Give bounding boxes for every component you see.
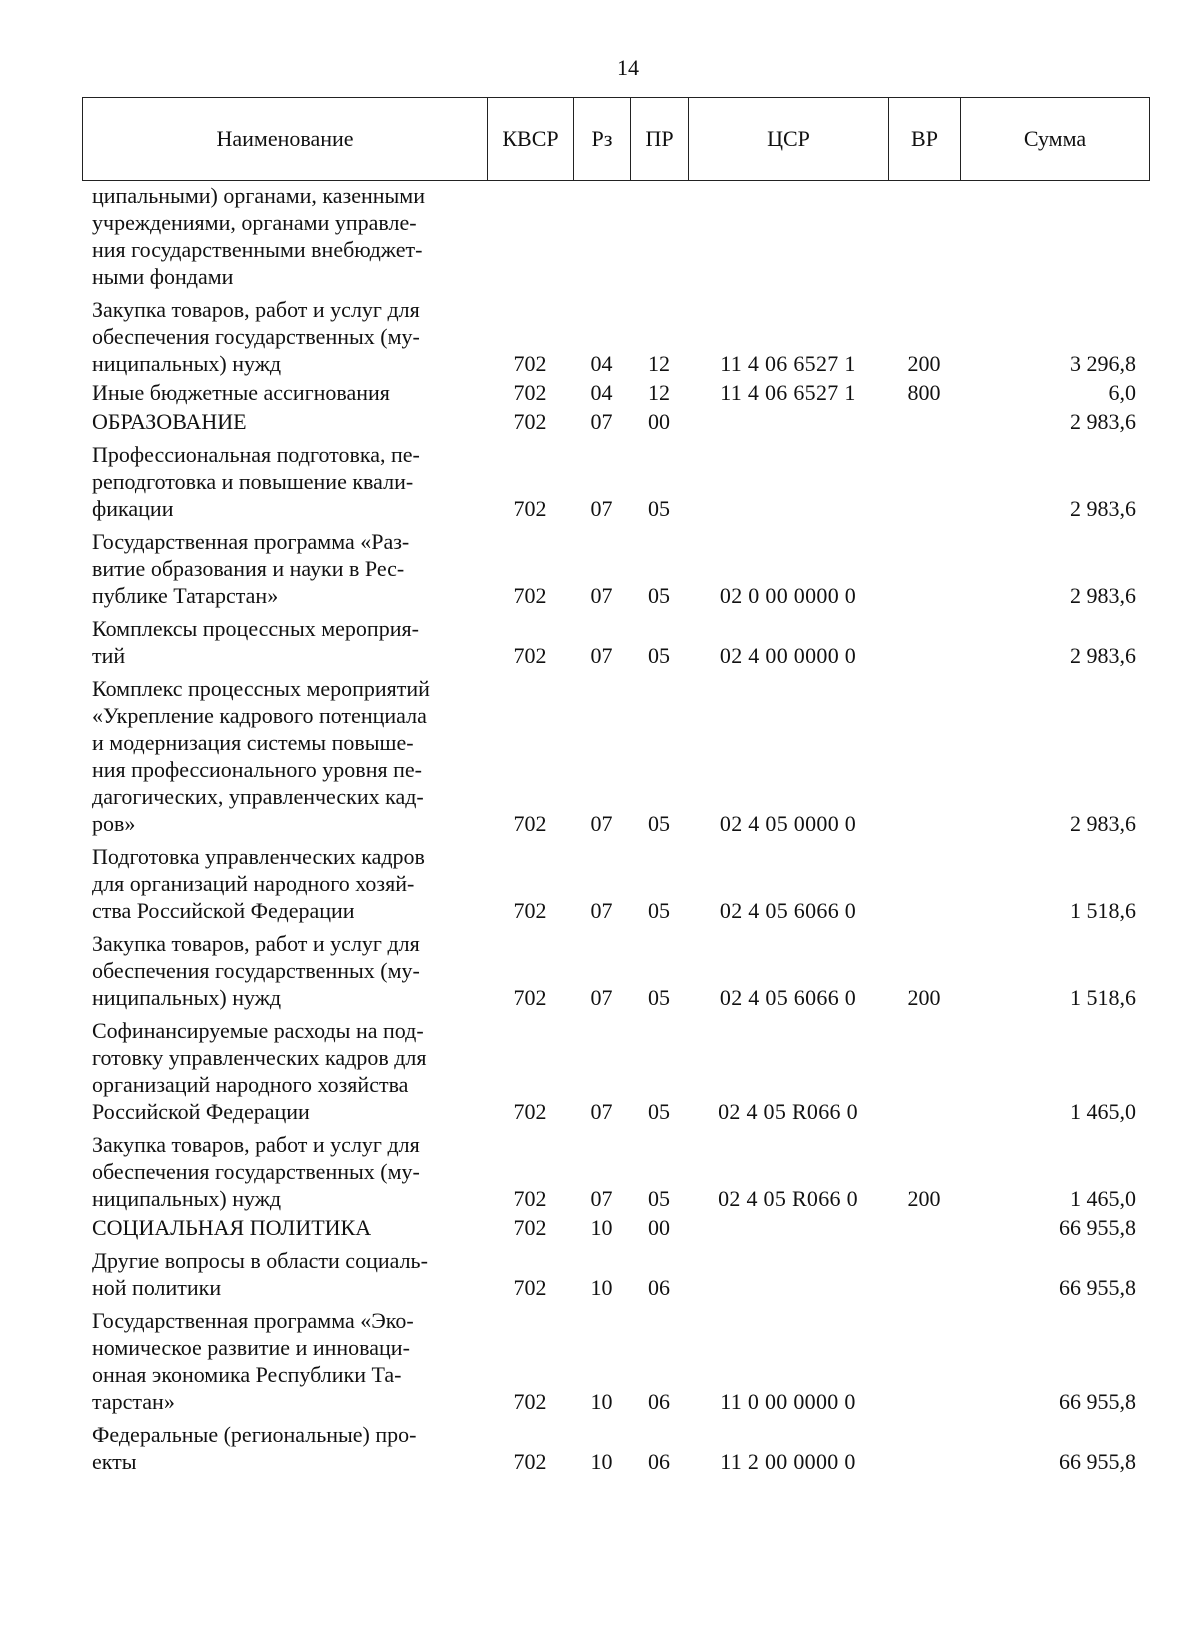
- row-pr: 05: [648, 496, 670, 521]
- row-kvsr: 702: [513, 1186, 547, 1211]
- row-sum: 6,0: [1108, 380, 1136, 405]
- table-row: [82, 528, 1150, 609]
- row-name: Государственная программа «Раз- витие образования и науки в Рес- публике Татарстан»: [92, 529, 410, 608]
- row-sum: 2 983,6: [1070, 496, 1136, 521]
- row-pr: 05: [648, 1186, 670, 1211]
- row-rz: 10: [590, 1215, 613, 1240]
- row-pr: 06: [648, 1389, 670, 1414]
- row-csr: 11 4 06 6527 1: [720, 351, 856, 376]
- table-row: [82, 1421, 1150, 1475]
- row-sum: 2 983,6: [1070, 811, 1136, 836]
- table-row: [82, 441, 1150, 522]
- row-pr: 05: [648, 583, 670, 608]
- table-row: [82, 930, 1150, 1011]
- table-row: [82, 1307, 1150, 1415]
- table-row: [82, 182, 1150, 290]
- row-rz: 07: [590, 643, 613, 668]
- row-vr: 800: [907, 380, 941, 405]
- row-kvsr: 702: [513, 583, 547, 608]
- row-name: Закупка товаров, работ и услуг для обеспечения государственных (му- ниципальных) нужд: [92, 1132, 420, 1211]
- row-rz: 04: [590, 380, 613, 405]
- row-kvsr: 702: [513, 898, 547, 923]
- row-name: Софинансируемые расходы на под- готовку управленческих кадров для организаций народного хозяйства Российской Федерации: [92, 1018, 427, 1124]
- table-row: [82, 296, 1150, 377]
- page-number: 14: [617, 55, 639, 80]
- row-name: Комплекс процессных мероприятий «Укрепление кадрового потенциала и модернизация системы повыше- ния профессионального уровня пе- дагогических, управленческих кад- ров»: [92, 676, 430, 836]
- row-kvsr: 702: [513, 380, 547, 405]
- row-kvsr: 702: [513, 1099, 547, 1124]
- row-sum: 1 465,0: [1070, 1186, 1136, 1211]
- table-row: [82, 1247, 1150, 1301]
- row-csr: 11 2 00 0000 0: [720, 1449, 856, 1474]
- row-kvsr: 702: [513, 643, 547, 668]
- row-sum: 2 983,6: [1070, 643, 1136, 668]
- row-rz: 07: [590, 811, 613, 836]
- row-sum: 66 955,8: [1059, 1215, 1136, 1240]
- row-sum: 3 296,8: [1070, 351, 1136, 376]
- row-pr: 06: [648, 1275, 670, 1300]
- header-name: Наименование: [83, 98, 488, 180]
- row-name: СОЦИАЛЬНАЯ ПОЛИТИКА: [92, 1215, 372, 1240]
- header-vr: ВР: [889, 98, 961, 180]
- row-name: Закупка товаров, работ и услуг для обеспечения государственных (му- ниципальных) нужд: [92, 297, 420, 376]
- table-row: [82, 1214, 1150, 1241]
- row-name: Государственная программа «Эко- номическое развитие и инноваци- онная экономика Республики Та- тарстан»: [92, 1308, 414, 1414]
- row-sum: 2 983,6: [1070, 583, 1136, 608]
- row-kvsr: 702: [513, 1449, 547, 1474]
- row-kvsr: 702: [513, 409, 547, 434]
- row-rz: 07: [590, 496, 613, 521]
- row-name: Профессиональная подготовка, пе- реподготовка и повышение квали- фикации: [92, 442, 420, 521]
- table-header: [82, 97, 1150, 181]
- row-sum: 1 518,6: [1070, 898, 1136, 923]
- header-kvsr: КВСР: [488, 98, 574, 180]
- table-row: [82, 379, 1150, 406]
- row-csr: 11 0 00 0000 0: [720, 1389, 856, 1414]
- row-rz: 07: [590, 898, 613, 923]
- row-pr: 05: [648, 811, 670, 836]
- row-name: Другие вопросы в области социаль- ной политики: [92, 1248, 428, 1300]
- row-csr: 02 4 05 R066 0: [718, 1099, 858, 1124]
- header-csr: ЦСР: [689, 98, 889, 180]
- row-rz: 10: [590, 1389, 613, 1414]
- row-rz: 10: [590, 1275, 613, 1300]
- row-csr: 02 4 05 6066 0: [719, 898, 857, 923]
- row-rz: 07: [590, 583, 613, 608]
- table-row: [82, 1017, 1150, 1125]
- row-pr: 05: [648, 1099, 670, 1124]
- row-csr: 02 4 00 0000 0: [719, 643, 857, 668]
- row-kvsr: 702: [513, 1275, 547, 1300]
- row-rz: 07: [590, 985, 613, 1010]
- row-name: Подготовка управленческих кадров для организаций народного хозяй- ства Российской Федерации: [92, 844, 425, 923]
- table-row: [82, 843, 1150, 924]
- row-name: Федеральные (региональные) про- екты: [92, 1422, 417, 1474]
- row-sum: 66 955,8: [1059, 1389, 1136, 1414]
- table-row: [82, 615, 1150, 669]
- row-kvsr: 702: [513, 351, 547, 376]
- table-body: [82, 182, 1150, 1477]
- row-csr: 11 4 06 6527 1: [720, 380, 856, 405]
- row-pr: 00: [648, 1215, 670, 1240]
- row-pr: 00: [648, 409, 670, 434]
- row-rz: 07: [590, 1099, 613, 1124]
- header-pr: ПР: [631, 98, 689, 180]
- row-csr: 02 0 00 0000 0: [719, 583, 857, 608]
- table-row: [82, 408, 1150, 435]
- row-rz: 04: [590, 351, 613, 376]
- row-pr: 12: [648, 351, 670, 376]
- table-row: [82, 675, 1150, 837]
- header-sum: Сумма: [1023, 126, 1087, 151]
- row-vr: 200: [907, 351, 941, 376]
- row-csr: 02 4 05 R066 0: [718, 1186, 858, 1211]
- row-rz: 07: [590, 1186, 613, 1211]
- table-row: [82, 1131, 1150, 1212]
- row-vr: 200: [907, 985, 941, 1010]
- row-pr: 05: [648, 643, 670, 668]
- row-kvsr: 702: [513, 811, 547, 836]
- row-kvsr: 702: [513, 1215, 547, 1240]
- row-sum: 2 983,6: [1070, 409, 1136, 434]
- row-sum: 66 955,8: [1059, 1275, 1136, 1300]
- row-rz: 07: [590, 409, 613, 434]
- row-name: ОБРАЗОВАНИЕ: [92, 409, 247, 434]
- row-vr: 200: [907, 1186, 941, 1211]
- row-sum: 1 465,0: [1070, 1099, 1136, 1124]
- row-pr: 06: [648, 1449, 670, 1474]
- row-pr: 05: [648, 898, 670, 923]
- row-pr: 12: [648, 380, 670, 405]
- row-name: Иные бюджетные ассигнования: [92, 380, 390, 405]
- row-csr: 02 4 05 6066 0: [719, 985, 857, 1010]
- row-kvsr: 702: [513, 496, 547, 521]
- header-rz: Рз: [574, 98, 631, 180]
- row-rz: 10: [590, 1449, 613, 1474]
- row-name: Комплексы процессных мероприя- тий: [92, 616, 419, 668]
- row-kvsr: 702: [513, 1389, 547, 1414]
- row-sum: 1 518,6: [1070, 985, 1136, 1010]
- row-name: Закупка товаров, работ и услуг для обеспечения государственных (му- ниципальных) нужд: [92, 931, 420, 1010]
- row-pr: 05: [648, 985, 670, 1010]
- row-name: ципальными) органами, казенными учреждениями, органами управле- ния государственными внебюджет- ными фондами: [92, 183, 425, 289]
- row-kvsr: 702: [513, 985, 547, 1010]
- row-csr: 02 4 05 0000 0: [719, 811, 857, 836]
- row-sum: 66 955,8: [1059, 1449, 1136, 1474]
